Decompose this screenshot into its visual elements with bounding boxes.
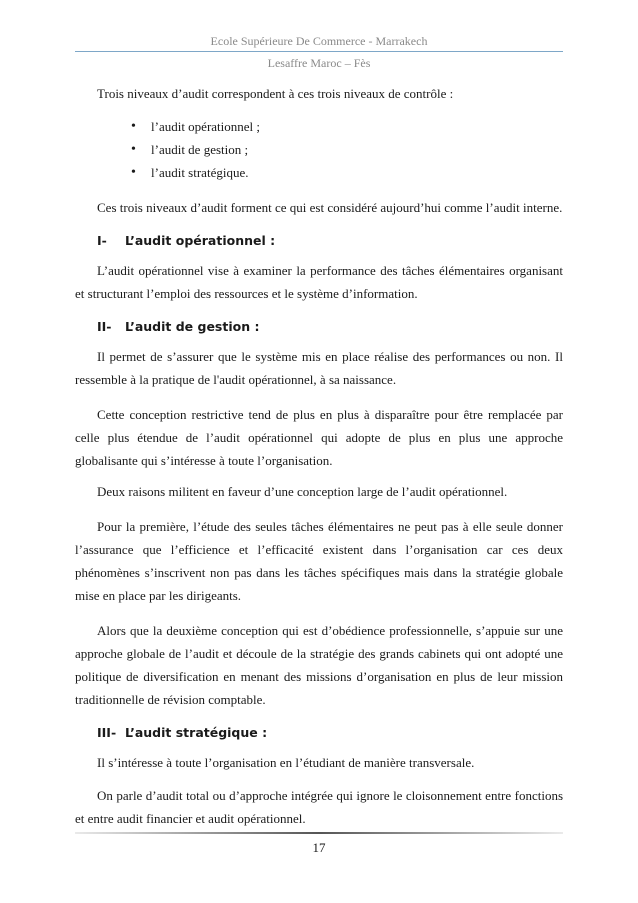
paragraph: Pour la première, l’étude des seules tâches élémentaires ne peut pas à elle seule donner l’assurance que l’efficience et l’efficacité existent dans l’organisation car ces deux phénomènes s’inscrivent non pas dans les tâches spécifiques mais dans la stratégie globale mise en place par les dirigeants. bbox=[75, 519, 563, 603]
header-school: Ecole Supérieure De Commerce - Marrakech bbox=[210, 34, 428, 48]
bullet-list bbox=[75, 115, 563, 184]
section-heading-operationnel: I- L’audit opérationnel : bbox=[97, 233, 276, 248]
section-heading-gestion: II- L’audit de gestion : bbox=[97, 319, 260, 334]
paragraph: Alors que la deuxième conception qui est d’obédience professionnelle, s’appuie sur une approche globale de l’audit et découle de la stratégie des grands cabinets qui ont adopté une politique de diversification en menant des missions d’organisation en plus de leur mission traditionnelle de révision comptable. bbox=[75, 623, 563, 707]
header-company: Lesaffre Maroc – Fès bbox=[267, 56, 371, 70]
header-rule bbox=[75, 51, 563, 52]
page-footer bbox=[75, 832, 563, 856]
intro-paragraph: Trois niveaux d’audit correspondent à ces trois niveaux de contrôle : bbox=[97, 86, 454, 101]
bullet-icon: • bbox=[131, 142, 136, 157]
bullet-icon: • bbox=[131, 165, 136, 180]
intro2-paragraph: Ces trois niveaux d’audit forment ce qui est considéré aujourd’hui comme l’audit interne. bbox=[97, 200, 563, 215]
section-heading-strategique: III- L’audit stratégique : bbox=[97, 725, 268, 740]
bullet-item: • l’audit stratégique. bbox=[75, 161, 563, 184]
bullet-item: • l’audit opérationnel ; bbox=[75, 115, 563, 138]
page-body bbox=[75, 82, 563, 830]
page-header bbox=[75, 34, 563, 70]
paragraph: Il permet de s’assurer que le système mis en place réalise des performances ou non. Il ressemble à la pratique de l'audit opérationnel, à sa naissance. bbox=[75, 349, 563, 387]
paragraph: Il s’intéresse à toute l’organisation en l’étudiant de manière transversale. bbox=[97, 755, 475, 770]
page-number: 17 bbox=[312, 840, 326, 855]
bullet-icon: • bbox=[131, 119, 136, 134]
paragraph: Deux raisons militent en faveur d’une conception large de l’audit opérationnel. bbox=[97, 484, 508, 499]
bullet-item: • l’audit de gestion ; bbox=[75, 138, 563, 161]
paragraph: On parle d’audit total ou d’approche intégrée qui ignore le cloisonnement entre fonctions et entre audit financier et audit opérationnel. bbox=[75, 788, 563, 826]
footer-rule bbox=[75, 832, 563, 834]
paragraph: L’audit opérationnel vise à examiner la performance des tâches élémentaires organisant et structurant l’emploi des ressources et le système d’information. bbox=[75, 263, 563, 301]
paragraph: Cette conception restrictive tend de plus en plus à disparaître pour être remplacée par celle plus étendue de l’audit opérationnel qui adopte de plus en plus une approche globalisante qui s’intéresse à toute l’organisation. bbox=[75, 407, 563, 468]
